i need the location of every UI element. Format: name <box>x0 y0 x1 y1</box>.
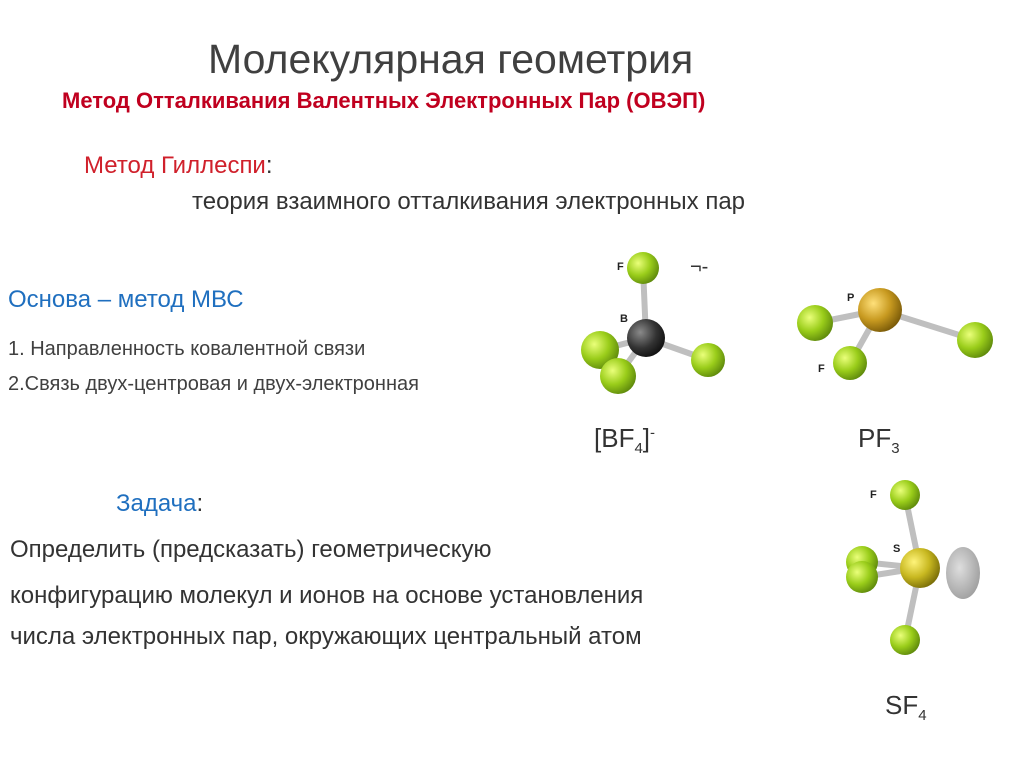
pf3-fluorine-atom <box>957 322 993 358</box>
pf3-phosphorus-atom <box>858 288 902 332</box>
bf4-formula-sup: - <box>650 424 656 442</box>
bf4-formula-main: [BF <box>594 423 635 453</box>
basis-item-2: 2.Связь двух-центровая и двух-электронная <box>8 373 419 395</box>
sf4-fluorine-atom <box>846 561 878 593</box>
basis-heading: Основа – метод МВС <box>8 286 244 313</box>
page-subtitle: Метод Отталкивания Валентных Электронных Пар (ОВЭП) <box>62 88 706 113</box>
sf4-formula-main: SF <box>885 690 919 720</box>
bf4-formula-close: ] <box>642 423 651 453</box>
bf4-label-f: F <box>617 261 624 273</box>
task-line-2: конфигурацию молекул и ионов на основе установления <box>10 582 644 609</box>
pf3-fluorine-atom <box>797 305 833 341</box>
pf3-fluorine-atom <box>833 346 867 380</box>
gillespie-label: Метод Гиллеспи <box>84 152 266 179</box>
sf4-model <box>846 480 980 655</box>
pf3-formula-sub: 3 <box>891 440 900 458</box>
gillespie-colon: : <box>265 152 273 179</box>
task-line-3: числа электронных пар, окружающих центральный атом <box>10 623 642 650</box>
task-line-1: Определить (предсказать) геометрическую <box>10 536 492 563</box>
pf3-formula-main: PF <box>858 423 892 453</box>
pf3-label-p: P <box>847 292 855 304</box>
bf4-model <box>581 252 725 394</box>
task-colon: : <box>196 490 204 517</box>
basis-item-1: 1. Направленность ковалентной связи <box>8 338 366 360</box>
bf4-charge-bracket: ¬- <box>690 256 709 278</box>
sf4-sulfur-atom <box>900 548 940 588</box>
formula-pf3 <box>858 423 900 457</box>
sf4-label-s: S <box>893 543 901 555</box>
sf4-lone-pair <box>946 547 980 599</box>
sf4-formula-sub: 4 <box>918 707 927 725</box>
formula-sf4 <box>885 690 927 724</box>
bf4-boron-atom <box>627 319 665 357</box>
task-label: Задача <box>116 490 197 517</box>
formula-bf4 <box>594 423 655 457</box>
pf3-label-f: F <box>818 363 825 375</box>
pf3-model <box>797 288 993 380</box>
sf4-fluorine-atom <box>890 625 920 655</box>
sf4-label-f: F <box>870 489 877 501</box>
theory-text: теория взаимного отталкивания электронных пар <box>192 188 746 215</box>
page-title: Молекулярная геометрия <box>208 36 694 82</box>
sf4-fluorine-atom <box>890 480 920 510</box>
bf4-label-b: B <box>620 313 628 325</box>
bf4-formula-sub: 4 <box>634 440 643 458</box>
bf4-fluorine-atom <box>600 358 636 394</box>
bf4-fluorine-atom <box>691 343 725 377</box>
bf4-fluorine-atom <box>627 252 659 284</box>
